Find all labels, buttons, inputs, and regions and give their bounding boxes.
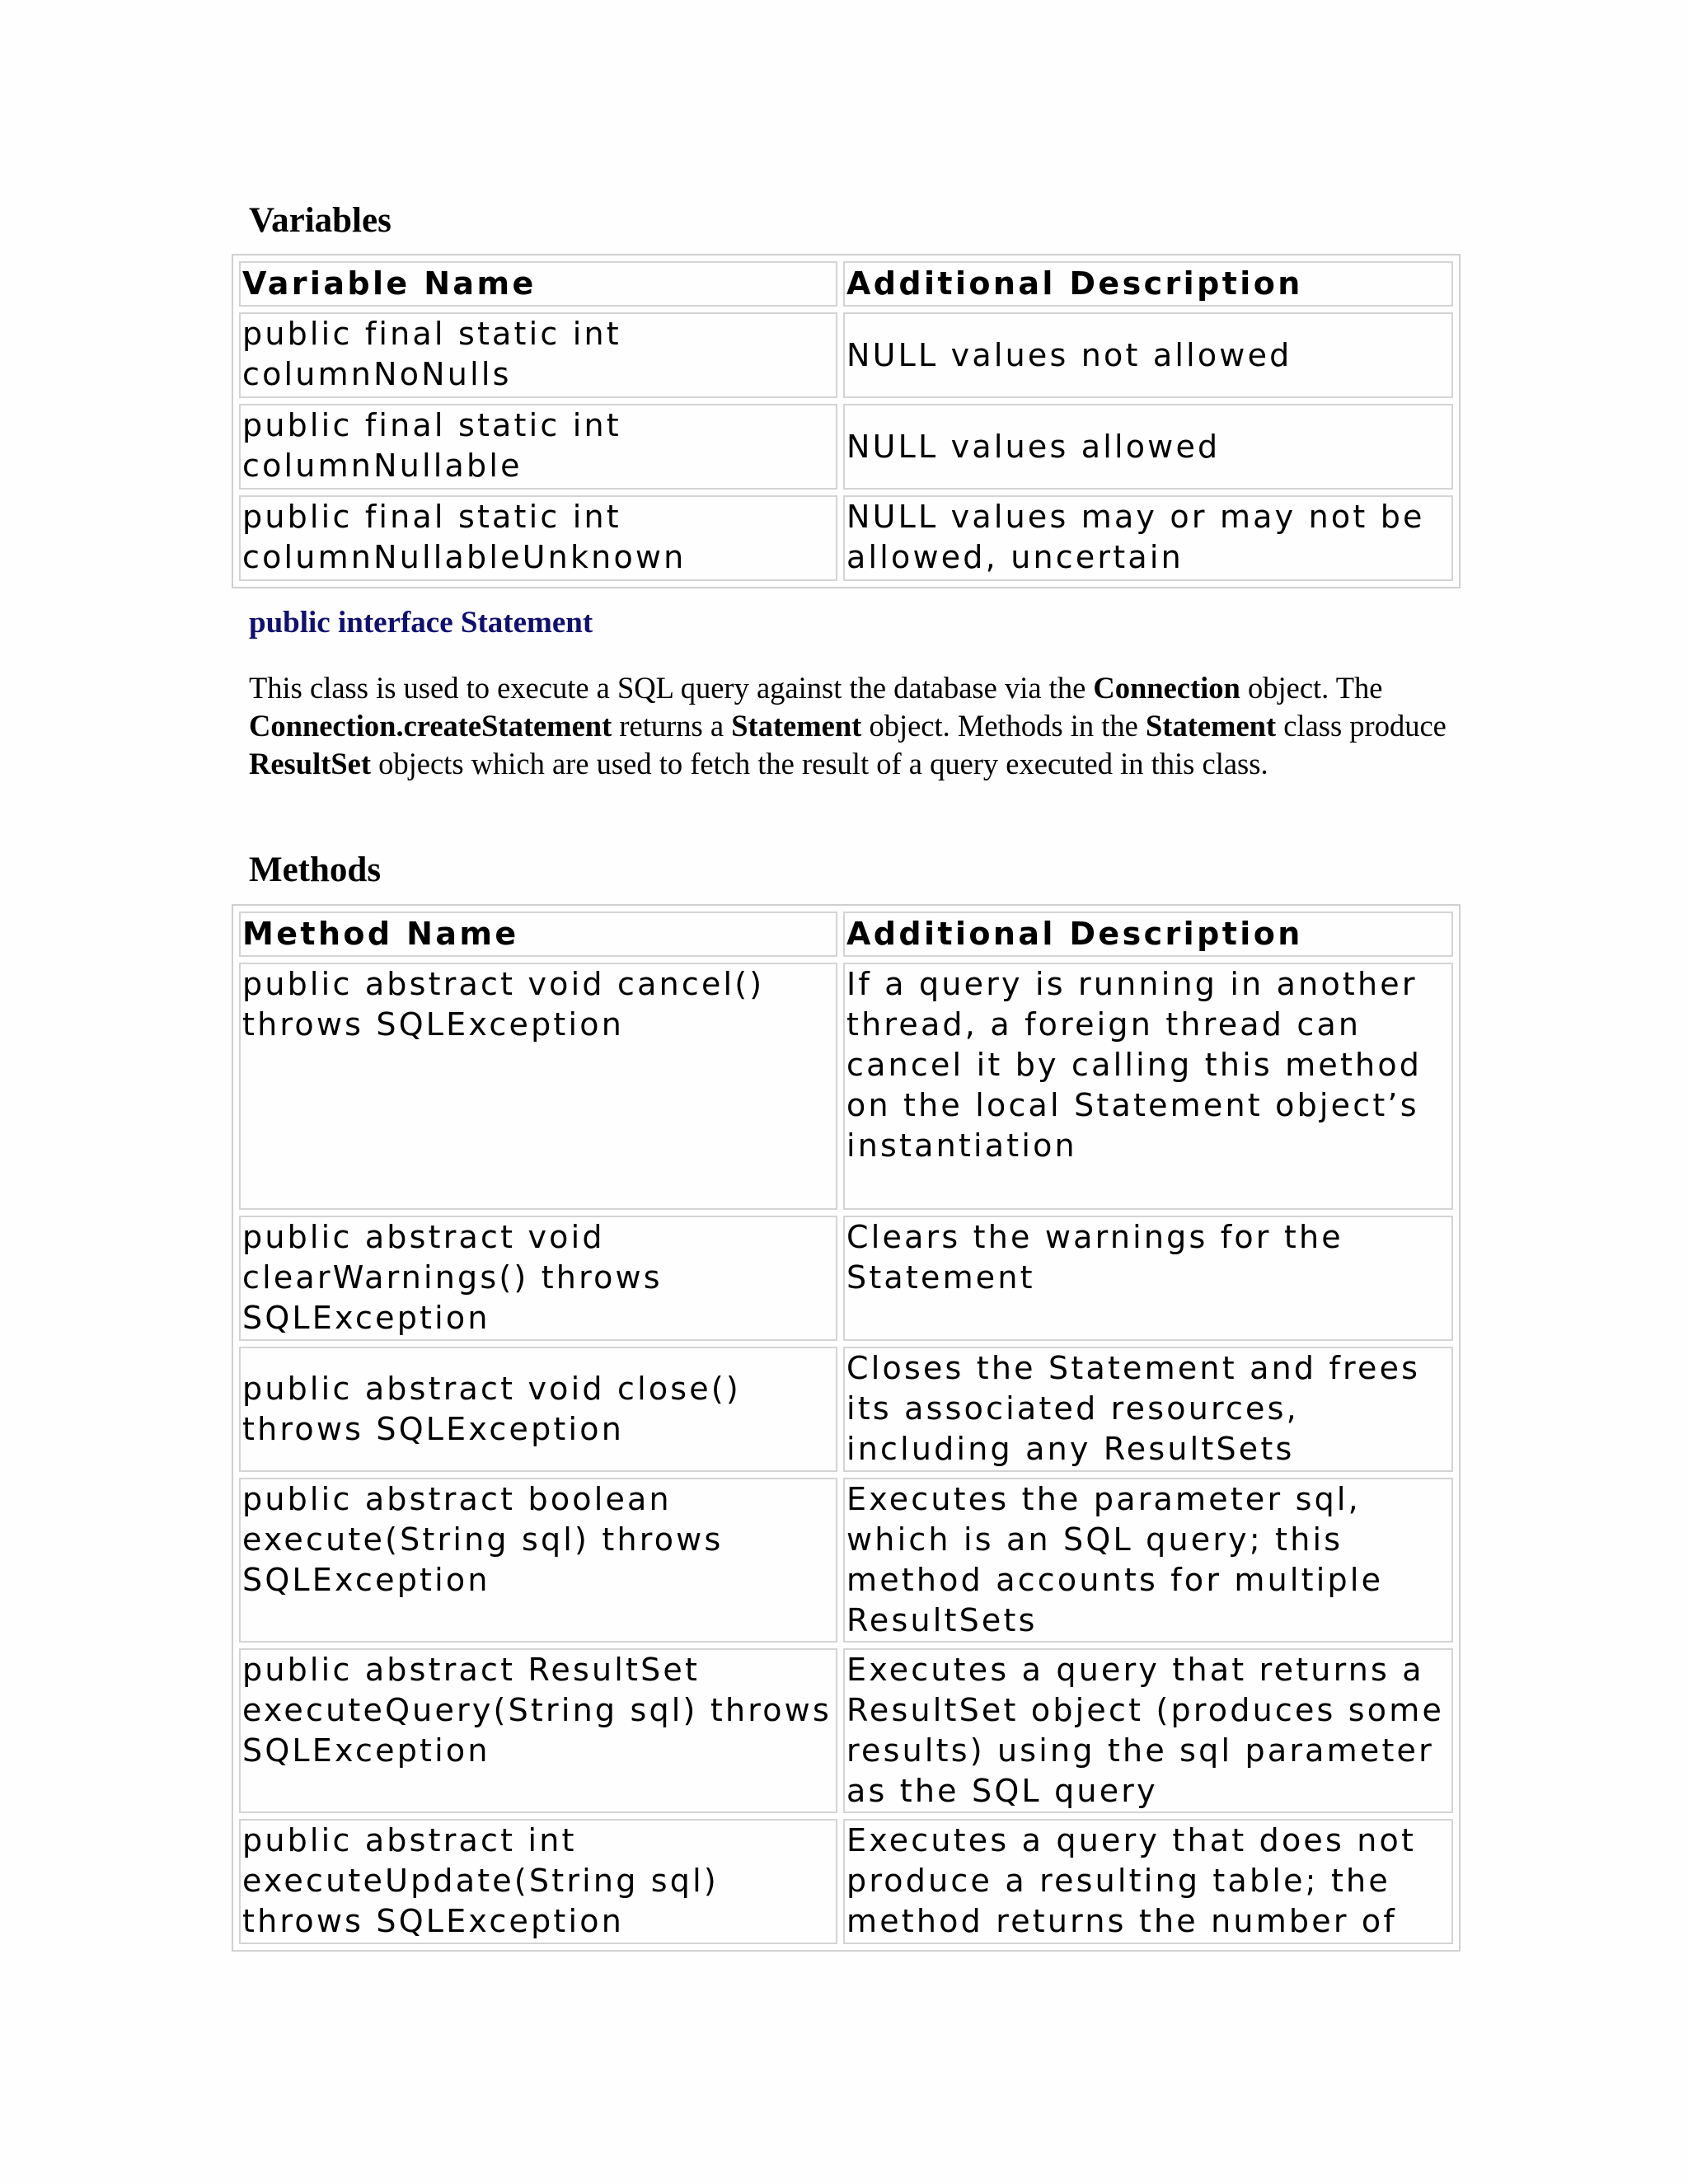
methods-heading: Methods [249,851,382,889]
method-description-cell: Closes the Statement and frees its associated resources, including any ResultSets [843,1347,1453,1472]
table-row [239,495,1453,581]
table-row [239,1819,1453,1944]
table-header-row [239,261,1453,307]
variable-name-cell: public final static int columnNullableUnknown [239,495,837,581]
method-name-cell: public abstract boolean execute(String sql) throws SQLException [239,1478,837,1643]
variable-description-cell: NULL values may or may not be allowed, uncertain [843,495,1453,581]
column-header-additional-description: Additional Description [843,261,1453,307]
method-description-cell: Executes the parameter sql, which is an SQL query; this method accounts for multiple ResultSets [843,1478,1453,1643]
interface-title: public interface Statement [249,606,593,640]
method-name-cell: public abstract void clearWarnings() throws SQLException [239,1216,837,1341]
column-header-additional-description: Additional Description [843,912,1453,957]
interface-description: This class is used to execute a SQL query against the database via the Connection object. The Connection.createStatement returns a Statement object. Methods in the Statement class produce ResultSet objects which are used to fetch the result of a query executed in this class. [249,671,1447,780]
method-description-cell: Clears the warnings for the Statement [843,1216,1453,1341]
column-header-variable-name: Variable Name [239,261,837,307]
variables-heading: Variables [249,201,392,240]
variable-description-cell: NULL values not allowed [843,312,1453,398]
method-name-cell: public abstract void close() throws SQLException [239,1347,837,1472]
column-header-method-name: Method Name [239,912,837,957]
table-row [239,1648,1453,1813]
variables-table [232,254,1461,588]
variable-name-cell: public final static int columnNullable [239,404,837,490]
method-description-cell: Executes a query that returns a ResultSet object (produces some results) using the sql parameter as the SQL query [843,1648,1453,1813]
table-row [239,963,1453,1210]
table-row [239,1347,1453,1472]
method-description-cell: Executes a query that does not produce a resulting table; the method returns the number of [843,1819,1453,1944]
method-name-cell: public abstract ResultSet executeQuery(String sql) throws SQLException [239,1648,837,1813]
table-header-row [239,912,1453,957]
method-name-cell: public abstract int executeUpdate(String sql) throws SQLException [239,1819,837,1944]
variable-description-cell: NULL values allowed [843,404,1453,490]
method-description-cell: If a query is running in another thread, a foreign thread can cancel it by calling this method on the local Statement object’s instantiation [843,963,1453,1210]
variable-name-cell: public final static int columnNoNulls [239,312,837,398]
method-name-cell: public abstract void cancel() throws SQLException [239,963,837,1210]
table-row [239,1216,1453,1341]
table-row [239,1478,1453,1643]
table-row [239,404,1453,490]
table-row [239,312,1453,398]
methods-table [232,904,1461,1952]
